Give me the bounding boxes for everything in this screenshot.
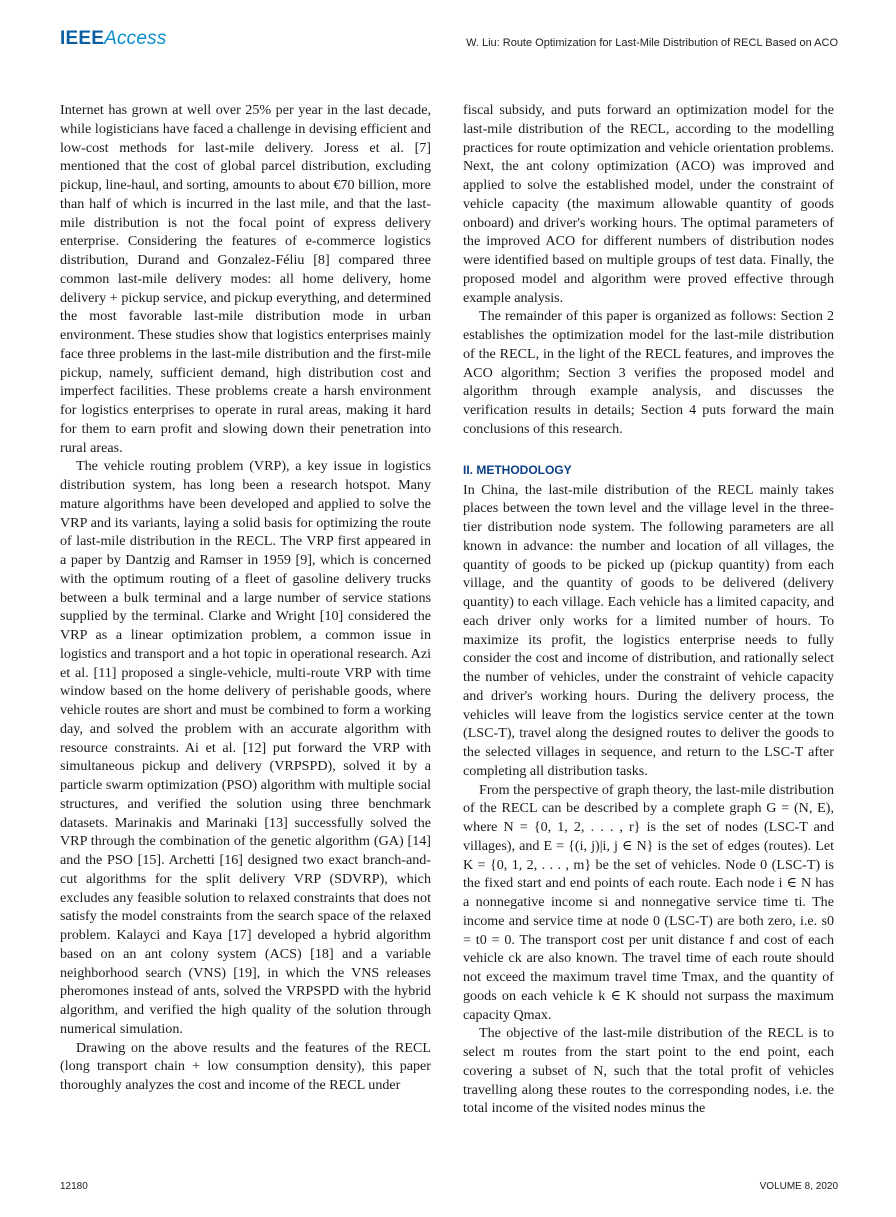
running-title: W. Liu: Route Optimization for Last-Mile Distribution of RECL Based on ACO [466, 37, 838, 49]
paragraph: The vehicle routing problem (VRP), a key issue in logistics distribution system, has long been a research hotspot. Many mature algorithms have been developed and applied to solve the VRP and its variants, laying a solid basis for optimizing the route of last-mile distribution in the RECL. The VRP first appeared in a paper by Dantzig and Ramser in 1959 [9], which is concerned with the optimum routing of a fleet of gasoline delivery trucks between a bulk terminal and a large number of service stations supplied by the terminal. Clarke and Wright [10] considered the VRP as a linear optimization problem, a common issue in logistics and transport and a hot topic in operational research. Azi et al. [11] proposed a single-vehicle, multi-route VRP with time window based on the home delivery of perishable goods, where vehicle routes are short and must be combined to form a working day, and solved the problem with an accurate algorithm with resource constraints. Ai et al. [12] put forward the VRP with simultaneous pickup and delivery (VRPSPD), solved it by a particle swarm optimization (PSO) algorithm with multiple social structures, and verified the solution using three benchmark datasets. Marinakis and Marinaki [13] successfully solved the VRP through the combination of the genetic algorithm (GA) [14] and the PSO [15]. Archetti [16] designed two exact branch-and-cut algorithms for the split delivery VRP (SDVRP), which excludes any feasible solution to relaxed constraints that does not satisfy the model constraints from the search space of the relaxed problem. Kalayci and Kaya [17] developed a hybrid algorithm based on an ant colony system (ACS) [18] and a variable neighborhood search (VNS) [19], in which the VNS releases pheromones instead of ants, solved the VRPSPD with the hybrid algorithm, and verified the high quality of the solution through numerical simulation. [60, 458, 431, 1037]
section-heading: II. METHODOLOGY [463, 462, 572, 477]
volume-label: VOLUME 8, 2020 [759, 1181, 838, 1192]
paragraph: Drawing on the above results and the features of the RECL (long transport chain + low consumption density), this paper thoroughly analyzes the cost and income of the RECL under [60, 1039, 431, 1093]
page-number: 12180 [60, 1181, 88, 1192]
paragraph: The remainder of this paper is organized as follows: Section 2 establishes the optimization model for the last-mile distribution of the RECL, in the light of the RECL features, and improves the ACO algorithm; Section 3 verifies the proposed model and algorithm through example analysis, and discusses the verification results in details; Section 4 puts forward the main conclusions of this research. [463, 308, 834, 437]
right-column [463, 101, 834, 1118]
paragraph: Internet has grown at well over 25% per year in the last decade, while logisticians have faced a challenge in devising efficient and low-cost methods for last-mile delivery. Joress et al. [7] mentioned that the cost of global parcel distribution, excluding pickup, line-haul, and sorting, amounts to about €70 billion, more than half of which is incurred in the last mile, and that the last-mile distribution is not the focal point of express delivery enterprise. Considering the features of e-commerce logistics distribution, Durand and Gonzalez-Féliu [8] compared three common last-mile delivery modes: all home delivery, home delivery + pickup service, and pickup everything, and determined the most favorable last-mile distribution mode in urban environment. These studies show that logistics enterprises mainly face three problems in the last-mile distribution and the first-mile pickup, namely, sufficient demand, high distribution cost and imperfect facilities. These problems create a harsh environment for logistics enterprises to operate in rural areas, making it hard for them to earn profit and slowing down their penetration into rural areas. [60, 102, 431, 456]
paragraph: fiscal subsidy, and puts forward an optimization model for the last-mile distribution of the RECL, according to the modelling practices for route optimization and vehicle orientation problems. Next, the ant colony optimization (ACO) was improved and applied to solve the established model, under the constraint of vehicle capacity (the maximum allowable quantity of goods onboard) and driver's working hours. The optimal parameters of the improved ACO for different numbers of distribution nodes were identified based on multiple groups of test data. Finally, the proposed model and algorithm were proved effective through example analysis. [463, 102, 834, 306]
logo-ieee: IEEE [60, 28, 105, 49]
logo-access: Access [104, 28, 167, 49]
paragraph: In China, the last-mile distribution of the RECL mainly takes places between the town level and the village level in the three-tier distribution node system. The following parameters are all known in advance: the number and location of all villages, the quantity of goods to be picked up (pickup quantity) from each village, and the quantity of goods to be delivered (delivery quantity) to each village. Each vehicle has a limited capacity, and each driver only works for a limited number of hours. To maximize its profit, the logistics enterprise needs to fully consider the cost and income of distribution, and rationally select the number of vehicles, under the constraint of vehicle capacity and driver's working hours. During the delivery process, the vehicles will leave from the logistics service center at the town (LSC-T), travel along the designed routes to deliver the goods to the selected villages in sequence, and return to the LSC-T after completing all distribution tasks. [463, 481, 834, 779]
paragraph: The objective of the last-mile distribution of the RECL is to select m routes from the start point to the end point, each covering a subset of N, such that the total profit of vehicles travelling along these routes to the corresponding nodes, i.e. the total income of the visited nodes minus the [463, 1025, 834, 1117]
page-header [60, 22, 838, 56]
journal-logo [60, 28, 167, 50]
paragraph: From the perspective of graph theory, the last-mile distribution of the RECL can be described by a complete graph G = (N, E), where N = {0, 1, 2, . . . , r} is the set of nodes (LSC-T and villages), and E = {(i, j)|i, j ∈ N} is the set of edges (routes). Let K = {0, 1, 2, . . . , m} be the set of vehicles. Node 0 (LSC-T) is the fixed start and end points of each route. Each node i ∈ N has a nonnegative income si and nonnegative service time ti. The income and service time at node 0 (LSC-T) are both zero, i.e. s0 = t0 = 0. The transport cost per unit distance f and cost of each vehicle ck are also known. The travel time of each route should not exceed the maximum travel time Tmax, and the quantity of goods on each vehicle k ∈ K should not surpass the maximum capacity Qmax. [463, 781, 834, 1023]
left-column [60, 101, 431, 1095]
